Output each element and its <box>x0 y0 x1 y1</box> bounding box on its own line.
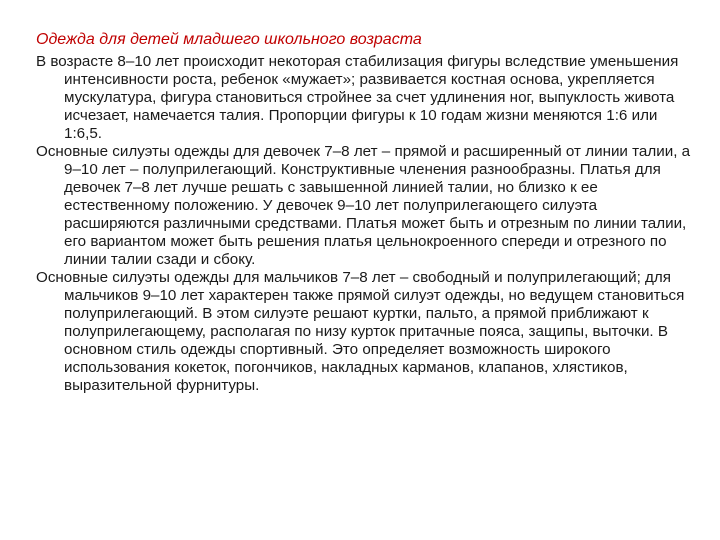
slide-title: Одежда для детей младшего школьного возраста <box>36 31 422 48</box>
slide-content <box>36 30 696 395</box>
paragraph-boys-silhouettes: Основные силуэты одежды для мальчиков 7–8 лет – свободный и полуприлегающий; для мальчиков 9–10 лет характерен также прямой силуэт одежды, но ведущем становиться полуприлегающий. В этом силуэте решают куртки, пальто, а прямой приближают к полуприлегающему, располагая по низу курток притачные пояса, защипы, выточки. В основном стиль одежды спортивный. Это определяет возможность широкого использования кокеток, погончиков, накладных карманов, клапанов, хлястиков, выразительной фурнитуры. <box>36 269 685 394</box>
paragraph-age-proportions: В возрасте 8–10 лет происходит некоторая стабилизация фигуры вследствие уменьшения интенсивности роста, ребенок «мужает»; развивается костная основа, укрепляется мускулатура, фигура становиться стройнее за счет удлинения ног, выпуклость живота исчезает, намечается талия. Пропорции фигуры к 10 годам жизни меняются 1:6 или 1:6,5. <box>36 53 679 142</box>
paragraph-girls-silhouettes: Основные силуэты одежды для девочек 7–8 лет – прямой и расширенный от линии талии, а 9–10 лет – полуприлегающий. Конструктивные членения разнообразны. Платья для девочек 7–8 лет лучше решать с завышенной линией талии, но близко к ее естественному положению. У девочек 9–10 лет полуприлегающего силуэта расширяются различными средствами. Платья может быть и отрезным по линии талии, его вариантом может быть решения платья цельнокроенного спереди и отрезного по линии талии сзади и сбоку. <box>36 143 691 268</box>
